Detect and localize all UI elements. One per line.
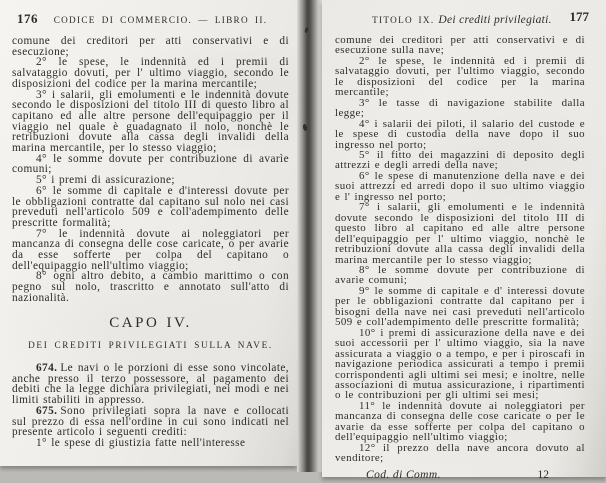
left-page-text [0,27,297,449]
clause-8: 8° le somme dovute per contribuzione di avarìe comuni; [335,263,585,287]
article-675 [12,406,289,438]
clause-3: 3° le tasse di navigazione stabilite dalla legge; [335,96,585,120]
right-page-footer [322,464,606,481]
clause-11: 11° le indennità dovute ai noleggiatori per mancanza di consegna delle cose caricate o per le avarie da esse sofferte per colpa del capitano o dell'equipaggio nell'ultimo viaggio; [335,399,585,444]
left-page-number: 176 [17,11,38,26]
ink-speck [304,27,309,34]
article-674-number: 674. [36,361,58,374]
clause-continuation: comune dei creditori per atti conservativi e di esecuzione sulla nave; [335,34,585,57]
book-gutter [297,0,322,472]
article-674-text: Le navi o le porzioni di esse sono vincolate, anche presso il terzo possessore, al pagamento dei debiti che la legge dichiara privilegiati, nei modi e nei limiti stabiliti in appresso. [12,361,289,407]
gathering-number: 12 [537,468,549,481]
article-674 [12,363,289,406]
clause-9: 9° le somme di capitale e d' interessi dovute per le obbligazioni contratte dal capitano per i bisogni della nave nei casi preveduti nell'articolo 509 e coll'adempimento delle prescritte formalità; [335,284,585,329]
clause-3: 3° i salarii, gli emolumenti e le indennità dovute secondo le disposizioni del titolo III di questo libro al capitano ed alle altre persone dell'equipaggio per il viaggio nel quale è guadagnato il nolo, nonchè le retribuzioni dovute alla cassa degli invalidi della marina mercantile, per lo stesso viaggio; [12,88,289,155]
right-page [322,0,606,481]
left-running-head [0,0,297,27]
clause-1-start: 1° le spese di giustizia fatte nell'interesse [36,436,246,449]
clause-6: 6° le spese di manutenzione della nave e dei suoi attrezzi ed arredi dopo il suo ultimo viaggio e l' ingresso nel porto; [335,169,585,203]
ink-speck [302,124,307,132]
clause-7: 7° le indennità dovute ai noleggiatori per mancanza di consegna delle cose caricate, o per avarie da esse sofferte per colpa del capitano o dell'equipaggio nell'ultimo viaggio; [12,227,289,272]
right-running-title-caps: TITOLO IX. [372,15,435,25]
clause-2: 2° le spese, le indennità ed i premii di salvataggio dovuti, per l'ultimo viaggio, secondo le disposizioni del codice per la marina mercantile; [335,54,585,99]
right-running-head [322,0,606,28]
clause-7: 7° i salarii, gli emolumenti e le indennità dovute secondo le disposizioni del titolo III di questo libro al capitano ed alle altre persone dell'equipaggio per l' ultimo viaggio, nonchè le retribuzioni dovute alla cassa degli invalidi della marina mercantile per lo stesso viaggio; [335,201,585,266]
clause-8: 8° ogni altro debito, a cambio marittimo o con pegno sul nolo, trascritto e annotato sull'atto di nazionalità. [12,270,289,304]
signature-mark: Cod. di Comm. [366,468,441,481]
left-running-title: CODICE DI COMMERCIO. — LIBRO II. [53,15,268,25]
clause-4: 4° i salarii dei piloti, il salario del custode e le spese di custodia della nave dopo il suo ingresso nel porto; [335,117,585,151]
left-page [0,0,297,466]
clause-12: 12° il prezzo della nave ancora dovuto al venditore; [335,441,585,465]
clause-5: 5° il fitto dei magazzini di deposito degli attrezzi e degli arredi della nave; [335,148,585,172]
chapter-heading: CAPO IV. [109,314,192,331]
article-675-text: Sono privilegiati sopra la nave e collocati sul prezzo di essa nell'ordine in cui sono indicati nel presente articolo i seguenti crediti: [12,404,289,439]
clause-5: 5° i premi di assicurazione; [36,174,175,187]
right-running-title-italic: Dei crediti privilegiati. [438,14,552,26]
right-page-text [322,28,606,464]
clause-2: 2° le spese, le indennità ed i premii di salvataggio dovuti, per l' ultimo viaggio, secondo le disposizioni del codice per la marina mercantile; [12,56,289,90]
clause-4: 4° le somme dovute per contribuzione di avarìe comuni; [12,152,289,176]
chapter-subheading: DEI CREDITI PRIVILEGIATI SULLA NAVE. [28,340,273,351]
clause-6: 6° le somme di capitale e d'interessi dovute per le obbligazioni contratte dal capitano sul nolo nei casi preveduti nell'articolo 509 e coll'adempimento delle prescritte formalità; [12,184,289,229]
clause-continuation: comune dei creditori per atti conservativi e di esecuzione; [12,35,289,58]
clause-10: 10° i premi di assicurazione della nave e dei suoi accessorii per l' ultimo viaggio, sia la nave assicurata a viaggio o a tempo, e per i piroscafi in navigazione periodica assicurati a tempo i premii corrispondenti agli ultimi sei mesi; e inoltre, nelle associazioni di mutua assicurazione, i ripartimenti o le contribuzioni per gli ultimi sei mesi; [335,326,585,402]
article-675-number: 675. [36,404,58,417]
right-page-number: 177 [569,9,589,24]
